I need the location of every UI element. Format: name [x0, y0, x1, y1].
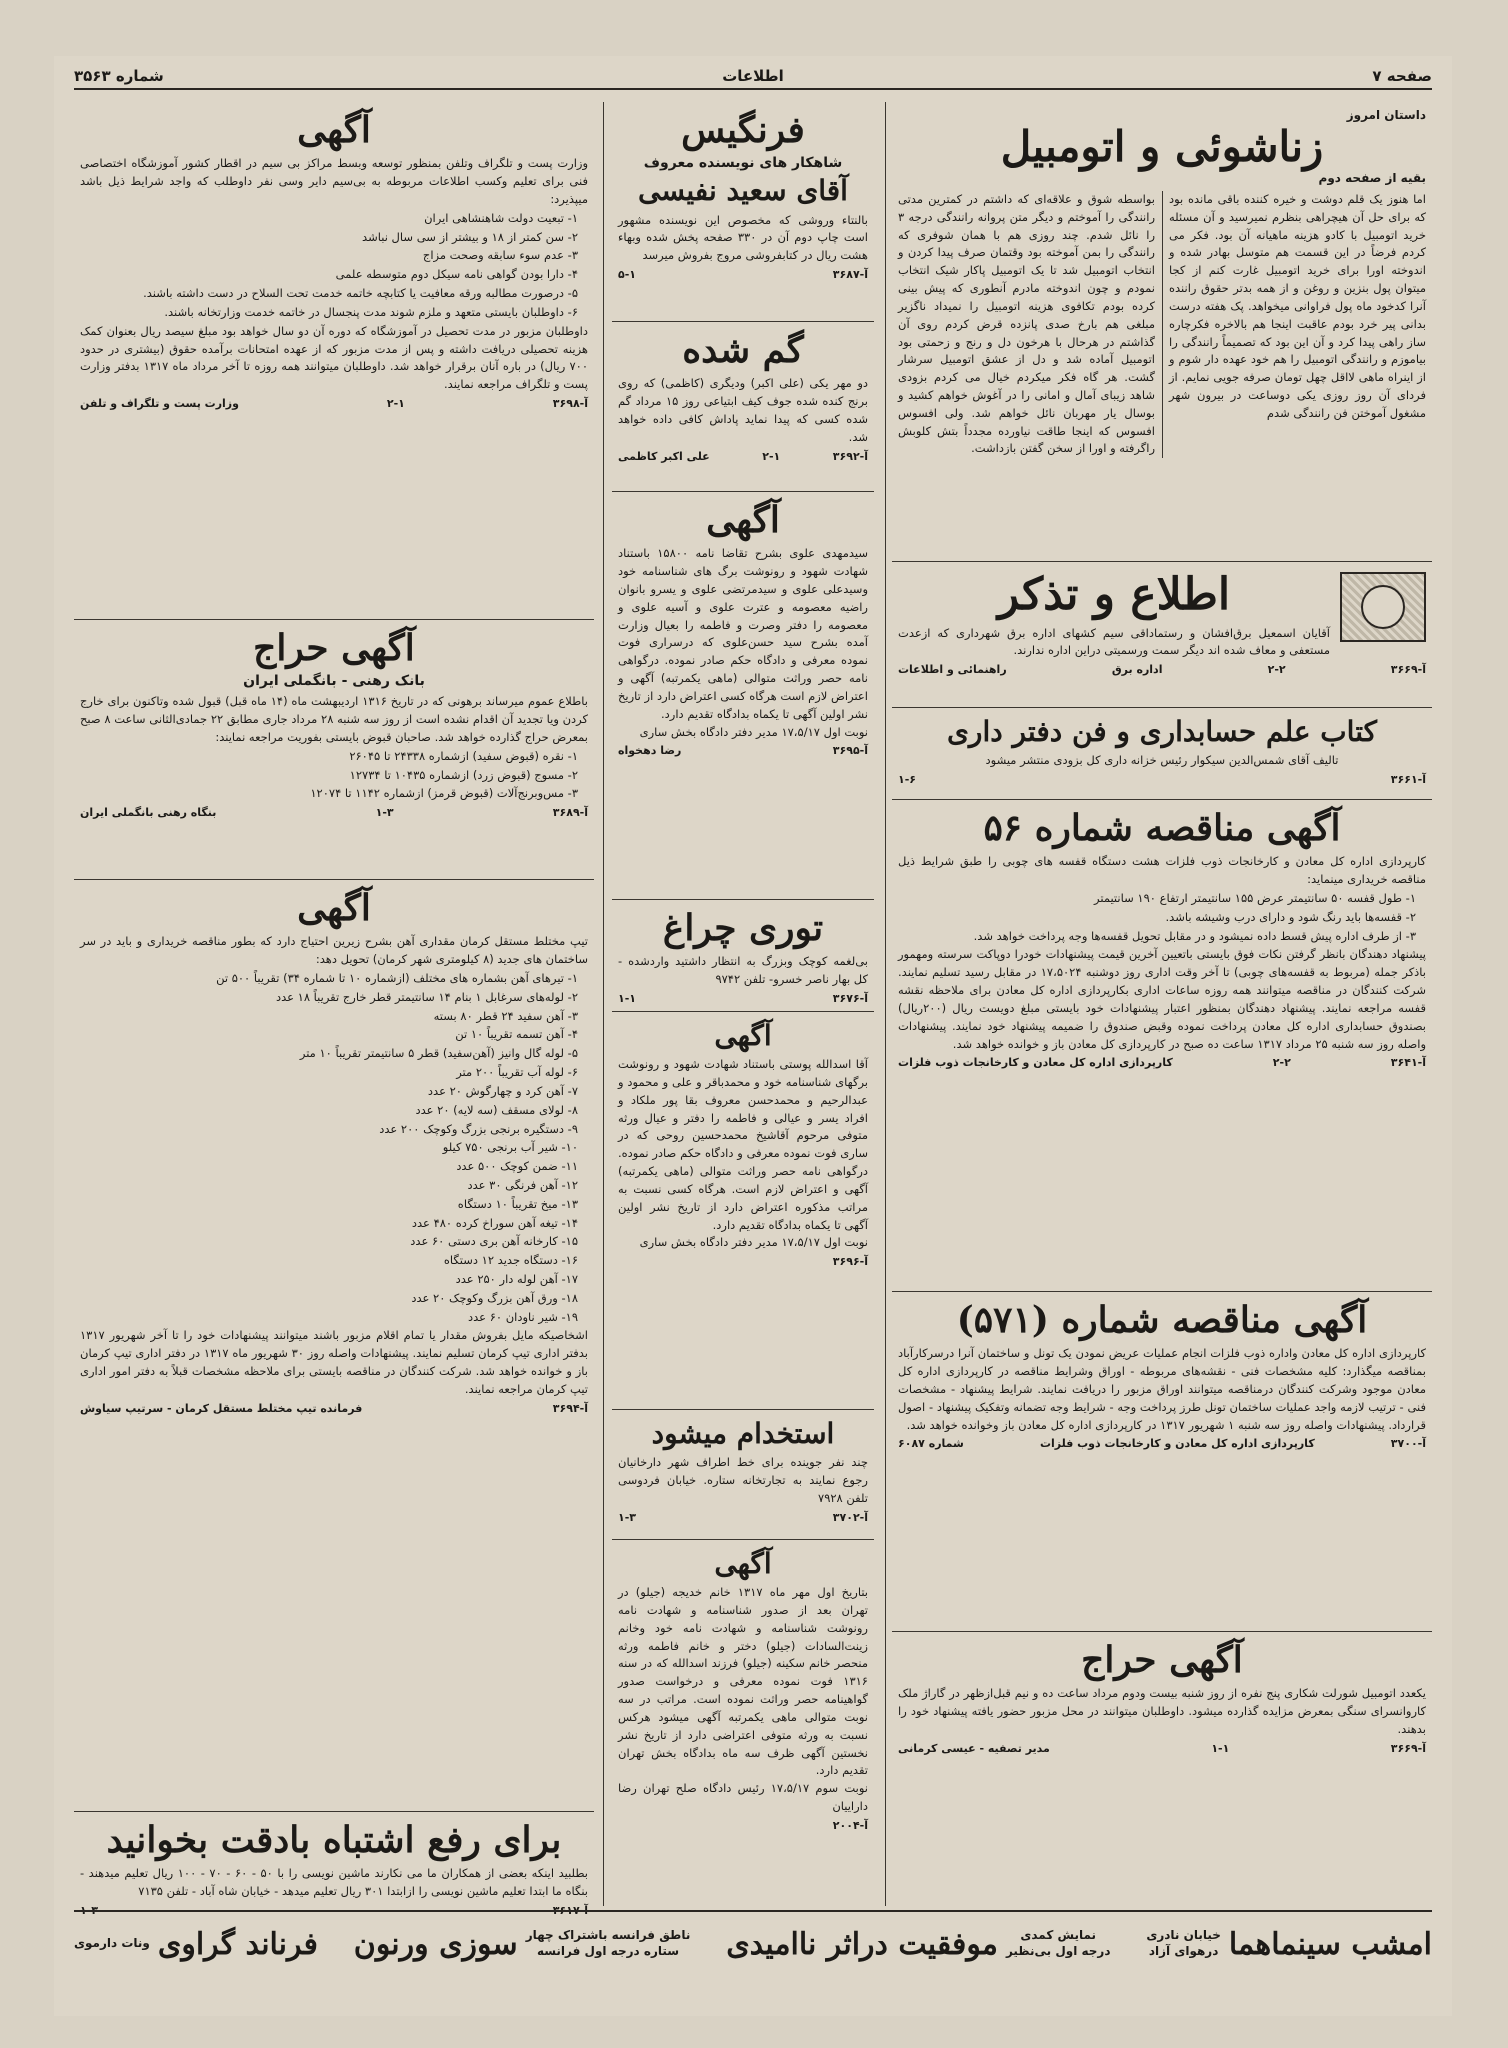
story-continued: بقیه از صفحه دوم — [1318, 171, 1426, 185]
auction2-body: یکعدد اتومبیل شورلت شکاری پنج نفره از روز شنبه بیست ودوم مرداد ساعت ده و نیم قبل‌ازظهر در گاراژ ملک کاروانسرای سنگی بمعرض مزایده گذارده میشود. داوطلبان میتوانند در محل مزبور حضور یافته پیشنهاد خود را بدهند. — [898, 1686, 1426, 1737]
notice-title: آگهی — [714, 1547, 772, 1580]
ad-sign: علی اکبر کاظمی — [618, 449, 710, 463]
ad-sign: مدیر تصفیه - عیسی کرمانی — [898, 1741, 1050, 1755]
tori-title: توری چراغ — [662, 907, 824, 949]
notice-footer-text: نوبت اول ۱۷،۵/۱۷ مدیر دفتر دادگاه بخش ساری — [639, 1235, 868, 1250]
list-item: ۴- دارا بودن گواهی نامه سیکل دوم متوسطه علمی — [335, 267, 578, 282]
list-item: ۱۱- ضمن کوچک ۵۰۰ عدد — [456, 1159, 578, 1174]
list-item: ۱۶- دستگاه جدید ۱۲ دستگاه — [443, 1253, 578, 1268]
post-footer — [80, 397, 588, 410]
list-item: ۱۳- میخ تقریباً ۱۰ دستگاه — [457, 1196, 578, 1211]
list-item: ۱۰- شیر آب برنجی ۷۵۰ کیلو — [442, 1140, 578, 1155]
list-item: ۱۵- کارخانه آهن بری دستی ۶۰ عدد — [410, 1234, 578, 1249]
tender57-body: کارپردازی اداره کل معادن واداره ذوب فلزات انجام عملیات عریض نمودن یک تونل و ساختمان آنرا درسرکارآباد بمناقصه میگذارد: کلیه مشخصات فنی - نقشه‌های مربوطه - اوراق وشرایط مناقصه در کارپردازی اداره کل معادن موجود وشرکت کنندگان درمناقصه میتوانند اوراق مزبور را دریافت نمایند. شرایط پیشنهاد - مشخصات فنی - ترتیب لازمه واجد عملیات ساختمان تونل طرز پرداخت وجه - شرایط وجه تضمانه وتفکیک پیشنهاد - اصول قرارداد. پیشنهادات واصله روز سه شنبه ۱ شهریور ۱۳۱۷ در کارپردازی اداره کل معادن باز وخوانده خواهد شد. — [898, 1346, 1426, 1432]
tender56-intro: کارپردازی اداره کل معادن و کارخانجات ذوب فلزات هشت دستگاه قفسه های چوبی را طبق شرایط ذیل مناقصه خریداری مینماید: — [898, 854, 1426, 887]
banner-small-text — [1006, 1928, 1111, 1959]
newspaper-page — [54, 56, 1452, 2016]
ad-code: آ-۳۶۶۹ — [1390, 1741, 1426, 1755]
cinema-name — [1146, 1927, 1432, 1962]
list-item: ۱۲- آهن فرنگی ۳۰ عدد — [467, 1177, 578, 1192]
notice-body: سیدمهدی علوی بشرح تقاضا نامه ۱۵۸۰۰ باستناد شهادت شهود و رونوشت برگ های شناسنامه خود وسیدعلی علوی و سیدمرتضی علوی و یسرو بانوان راضیه معصومه و عترت علوی و آسیه علوی و معصومه را دفتر وصرت و فاطمه را بعیال وزارت آمده بشرح سید حسن‌علوی که درسراری فوت نموده معرفی و دادگاه حکم صادر نموده. درگواهی نامه حصر وراثت متوالی (ماهی یکمرتبه) آگهی و اعتراض لازم است هرگاه کسی اعتراض دارد از تاریخ نشر اولین آگهی تا یکماه بدادگاه تقدیم دارد. — [618, 546, 868, 721]
notice-mid1 — [612, 492, 874, 900]
farangis-author: آقای سعید نفیسی — [638, 174, 848, 208]
banner-small-text — [526, 1928, 691, 1959]
list-item: ۷- آهن کرد و چهارگوش ۲۰ عدد — [427, 1083, 578, 1098]
ad-num: ۱-۱ — [618, 992, 636, 1006]
ad-code: آ-۳۶۷۶ — [832, 992, 868, 1006]
ad-code: آ-۳۷۰۲ — [832, 1510, 868, 1524]
auction1-title: آگهی حراج — [253, 627, 415, 669]
book-text: تالیف آقای شمس‌الدین سیکوار رئیس خزانه داری کل بزودی منتشر میشود — [985, 753, 1339, 768]
middle-column — [612, 102, 874, 1906]
notice-footer — [618, 744, 868, 757]
story-kicker: داستان امروز — [1346, 108, 1426, 122]
ad-num: ۱-۱ — [1211, 1741, 1230, 1755]
tender56-text: پیشنهاد دهندگان بانظر گرفتن نکات فوق بایستی باتعیین آخرین قیمت پیشنهادات خودرا دوپاکت سرسته ومهمور باذکر جمله (مربوط به قفسه‌های چوبی) تا آخر وقت اداری روز دوشنبه ۱۷،۵۰۲۴ در مقابل رسید تسلیم نمایند. شرکت کنندگان در مناقصه میتوانند همه روزه ساعات اداری بکارپردازی اداره کل معادن برای ملاحظه نقشه قفسه مراجعه نمایند. پیشنهاد دهندگان بمنظور اعتبار پیشنهادات خود بایستی مبلغ دویست ریال (۲۰۰ریال) بصندوق حسابداری اداره کل معادن پرداخت نموده وقبض صندوق را ضمیمه پیشنهاد خود نمایند. پیشنهادات واصله روز سه شنبه ۲۵ مرداد ۱۳۱۷ ساعت ده صبح در کارپردازی کل معادن باز و خوانده خواهد شد. — [898, 947, 1426, 1051]
story-col2: بواسطه شوق و علاقه‌ای که داشتم در کمترین مدتی رانندگی را آموختم و دیگر متن پروانه رانندگی درجه ۳ را نائل شدم. چند روزی هم با همان شوفری که رانندگی را بمن آموخته بود وقتمان صرف پیدا کردن و انتخاب اتومبیل شد تا یک اتومبیل پاکار شیک انتخاب نمودم و چون اندوخته مادرم آنطوری که پیش بینی کرده بودم تکافوی هزینه اتومبیل را نمیداد ناگزیر مبلغی هم بارخ صدی پانزده قرض کردم روی آن گذاشتم در هرحال با هرخون دل و رنج و زحمتی بود اتومبیل آماده شد و دل از عشق اتومبیل سرشار گشت. هر گاه فکر میکردم خیال می کردم بزودی شاهد زیبای آمال و امانی را در آغوش خواهم کشید و بوسال یار مهربان نائل خواهم شد. ولی افسوس افسوس که اینجا طاقت نیاورده مجدداً بتش کلوبش راگرفته و اورا از سخن گفتن بازداشت. — [898, 192, 1155, 456]
info-title: اطلاع و تذکر — [997, 569, 1231, 620]
tori-body: بی‌لغمه کوچک وبزرگ به انتظار داشتید واردشده - کل بهار ناصر خسرو- تلفن ۹۷۴۲ — [618, 954, 868, 987]
list-item: ۵- لوله گال وانیز (آهن‌سفید) قطر ۵ سانتیمتر تقریباً ۱۰ متر — [299, 1046, 578, 1061]
ad-num: ۲-۱ — [762, 449, 781, 463]
cinema-banner — [74, 1910, 1432, 1976]
farangis-sub: شاهکار های نویسنده معروف — [643, 155, 843, 172]
banner-line: ستاره درجه اول فرانسه — [536, 1944, 680, 1958]
page-number: صفحه ۷ — [1372, 67, 1432, 85]
kerman-body — [80, 933, 588, 1398]
list-item: ۱۴- تیغه آهن سوراخ کرده ۴۸۰ عدد — [411, 1215, 578, 1230]
ad-num: ۱-۳ — [80, 1904, 98, 1918]
banner-big-text: فرناند گراوی — [157, 1926, 318, 1962]
auction1-text: باطلاع عموم میرساند برهونی که در تاریخ ۱۳۱۶ اردیبهشت ماه (۱۴ ماه قبل) قبول شده وتاکنون برای خارج کردن ویا تجدید آن اقدام نشده است از روز سه شنبه ۲۸ مرداد جاری مطابق ۲۲ جمادی‌الثانی ساعت ۸ صبح بمعرض حراج گذارده خواهد شد. صاحبان قبوض بایستی بفوریت مراجعه نمایند: — [80, 694, 588, 745]
auction2-ad — [892, 1632, 1432, 1763]
kerman-text: اشخاصیکه مایل بفروش مقدار یا تمام اقلام مزبور باشند میتوانند پیشنهادات خود را تا آخر شهریور ۱۳۱۷ بدفتر اداری تیپ کرمان تسلیم نمایند. پیشنهادات واصله روز ۳۰ شهریور ماه ۱۳۱۷ در دفتر اداری تیپ کرمان باز و خوانده خواهد شد. شرکت کنندگان در مناقصه بایستی برای ملاحظه مشخصات قبلاً به دفتر امور اداری تیپ کرمان مراجعه نمایند. — [80, 1328, 588, 1396]
notice-mid3 — [612, 1540, 874, 1840]
ad-code: آ-۲۰۰۴ — [832, 1818, 868, 1832]
ad-sign: بنگاه رهنی بانگملی ایران — [80, 806, 217, 820]
list-item: ۲- مسوج (قبوض زرد) ازشماره ۱۰۴۳۵ تا ۱۲۷۳۴ — [349, 767, 578, 782]
lost-footer — [618, 450, 868, 463]
ad-code: آ-۳۶۶۱ — [1390, 773, 1426, 786]
tori-footer — [618, 992, 868, 1005]
list-item: ۱- طول قفسه ۵۰ سانتیمتر عرض ۱۵۵ سانتیمتر ارتفاع ۱۹۰ سانتیمتر — [1094, 891, 1416, 906]
banner-big-text: سوزی ورنون — [353, 1926, 518, 1962]
auction1-footer — [80, 806, 588, 819]
post-title: آگهی — [297, 109, 371, 151]
story-title: زناشوئی و اتومبیل — [1000, 122, 1324, 171]
banner-small-text — [1146, 1928, 1221, 1959]
list-item: ۶- لوله آب تقریباً ۲۰۰ متر — [456, 1065, 578, 1080]
column-rule — [885, 102, 886, 1906]
emblem-icon — [1340, 572, 1426, 642]
auction1-sub: بانک رهنی - بانگملی ایران — [243, 673, 425, 690]
notice-title: آگهی — [714, 1019, 772, 1052]
list-item: ۶- داوطلبان بایستی متعهد و ملزم شوند مدت پنجسال در خاتمه خدمت وزارتخانه باشند. — [164, 304, 578, 319]
notice-footer — [618, 1819, 868, 1832]
banner-small-text: ونات دارموی — [74, 1936, 150, 1951]
lost-title: گم شده — [682, 329, 804, 371]
farangis-ad — [612, 102, 874, 322]
ad-code: آ-۳۷۰۰ — [1390, 1437, 1426, 1451]
film-costar — [74, 1927, 318, 1962]
ad-num: شماره ۶۰۸۷ — [898, 1437, 964, 1451]
story-col1: اما هنوز یک قلم دوشت و خیره کننده باقی مانده بود که برای حل آن هیچراهی بنظرم نمیرسید و آن مسئله خرید اتومبیل با کادو هزینه ماهیانه آن بود. فکر می کردم فرضاً در این قسمت هم متوسل بهادر شده و اندوخته اورا برای خرید اتومبیل غارت کنم از کجا میتوان پول بنزین و روغن و از همه بدتر حقوق راننده آنرا کدخود ماه پول فراوانی میخواهد. پک هفته درست بدانی پیر خرد بودم عاقبت اینجا هم بالاخره فکرچاره ساز راهی پیدا کرد و آن این بود که تصمیماً رانندگی را بیاموزم و رانندگی اتومبیل را هم خود عهده دار شوم و از اینراه ماهی لااقل چهل تومان صرفه جویی نمایم. از فردای آن روز روزی یکی دوساعت در بیرون شهر مشغول آموختن فن رانندگی شدم — [1169, 192, 1426, 420]
ad-sign: کارپردازی اداره کل معادن و کارخانجات ذوب فلزات — [1039, 1437, 1315, 1451]
notice-body: بتاریخ اول مهر ماه ۱۳۱۷ خانم خدیجه (جیلو) در تهران بعد از صدور شناسنامه و شهادت نامه رونوشت شناسنامه و شهادت نامه خود وخانم زینت‌السادات (جیلو) دختر و خانم فاطمه ورثه منحصر خانم سکینه (جیلو) فرزند اسدالله که در سنه ۱۳۱۶ فوت نموده معرفی و درخواست صدور گواهینامه حصر وراثت نموده است. مراتب در سه نوبت متوالی ماهی یکمرتبه آگهی میشود هرکس نسبت به ورثه متوفی اعتراضی دارد از تاریخ نشر نخستین آگهی ظرف سه ماه بدادگاه بخش تهران تقدیم دارد. — [618, 1585, 869, 1778]
lost-ad — [612, 322, 874, 492]
ad-code: آ-۳۶۸۷ — [832, 268, 868, 282]
mistake-body: بطلبید اینکه بعضی از همکاران ما می نکارند ماشین نویسی را با ۵۰ - ۶۰ - ۷۰ - ۱۰۰ ریال تعلیم میدهند - بنگاه ما ابتدا تعلیم ماشین نویسی را ازابتدا ۳۰۱ ریال تعلیم میدهد - خیابان شاه آباد - تلفن ۷۱۳۵ — [80, 1866, 588, 1899]
banner-line: نمایش کمدی — [1020, 1928, 1097, 1943]
ad-code: آ-۳۶۸۹ — [552, 806, 588, 820]
tender56-ad — [892, 800, 1432, 1292]
issue-number: شماره ۳۵۶۳ — [74, 67, 164, 85]
tender56-body — [898, 853, 1426, 1053]
banner-line: درجه اول بی‌نظیر — [1005, 1944, 1111, 1958]
ad-code: آ-۳۶۹۶ — [832, 1255, 868, 1269]
list-item: ۸- لولای مسقف (سه لایه) ۲۰ عدد — [415, 1102, 578, 1117]
right-column — [892, 102, 1432, 1906]
ad-code: آ-۳۶۹۵ — [832, 744, 868, 758]
notice-title: آگهی — [706, 499, 780, 541]
column-rule — [603, 102, 604, 1906]
ad-num: ۱-۳ — [375, 806, 394, 820]
book-title: کتاب علم حسابداری و فن دفتر داری — [947, 715, 1377, 748]
notice-footer — [618, 1255, 868, 1268]
banner-line: درهوای آزاد — [1148, 1944, 1219, 1958]
hire-body: چند نفر جوینده برای خط اطراف شهر دارخانیان رجوع نمایند به تجارتخانه ستاره. خیابان فردوسی تلفن ۷۹۲۸ — [618, 1455, 868, 1505]
list-item: ۲- قفسه‌ها باید رنگ شود و دارای درب وشیشه باشد. — [1165, 909, 1416, 924]
kerman-footer — [80, 1402, 588, 1415]
story-body — [898, 191, 1426, 458]
auction1-ad — [74, 620, 594, 880]
lost-body: دو مهر یکی (علی اکبر) ودیگری (کاظمی) که روی برنج کنده شده جوف کیف ابتیاعی روز ۱۵ مرداد گم شده کسی که پیدا نماید پاداش کافی داده خواهد شد. — [618, 376, 868, 444]
banner-line: ناطق فرانسه باشتراک چهار — [525, 1928, 691, 1943]
tender57-footer — [898, 1437, 1426, 1450]
ad-pub: راهنمائی و اطلاعات — [898, 663, 1007, 677]
ad-sign: کارپردازی اداره کل معادن و کارخانجات ذوب فلزات — [898, 1056, 1173, 1070]
mistake-title: برای رفع اشتباه بادقت بخوانید — [106, 1819, 562, 1861]
ad-code: آ-۳۶۴۱ — [1390, 1056, 1426, 1070]
ad-sign: وزارت پست و تلگراف و تلفن — [80, 396, 239, 410]
list-item: ۲- سن کمتر از ۱۸ و بیشتر از سی سال نباشد — [362, 229, 578, 244]
hire-footer — [618, 1511, 868, 1524]
list-item: ۴- آهن تسمه تقریباً ۱۰ تن — [455, 1027, 578, 1042]
post-text: داوطلبان مزبور در مدت تحصیل در آموزشگاه که دوره آن دو سال خواهد بود مبلغ سیصد ریال بعنوان کمک هزینه تحصیلی دریافت داشته و پس از مدت مزبور که از عهده امتحانات برآمده حقوق (بیشتری در حدود ۷۰۰ ریال) در باره آنان برقرار خواهد شد. داوطلبان میتوانند همه روزه تا آخر مرداد ماه ۱۳۱۷ بدفتر وزارت پست و تلگراف مراجعه نمایند. — [80, 323, 589, 392]
post-body — [80, 155, 588, 394]
film-title — [726, 1927, 1110, 1962]
ad-num: ۱-۶ — [898, 773, 916, 786]
list-item: ۵- درصورت مطالبه ورقه معافیت یا کتابچه خاتمه خدمت تحت السلاح در دست داشته باشند. — [143, 286, 578, 301]
ad-code: آ-۳۶۶۹ — [1390, 663, 1426, 677]
ad-num: ۲-۲ — [1272, 1056, 1291, 1070]
tender57-ad — [892, 1292, 1432, 1632]
tender57-title: آگهی مناقصه شماره (۵۷۱) — [956, 1299, 1368, 1341]
ad-code: آ-۳۶۹۴ — [552, 1401, 588, 1415]
list-item: ۲- لوله‌های سرغابل ۱ بنام ۱۴ سانتیمتر قطر خارج تقریباً ۱۸ عدد — [275, 989, 578, 1004]
tender56-footer — [898, 1056, 1426, 1069]
list-item: ۱۹- شیر ناودان ۶۰ عدد — [468, 1309, 578, 1324]
left-column — [74, 102, 594, 1918]
kerman-title: آگهی — [297, 887, 371, 929]
paper-name: اطلاعات — [722, 67, 784, 85]
info-notice — [892, 562, 1432, 708]
tori-ad — [612, 900, 874, 1012]
notice-footer-text: نوبت اول ۱۷،۵/۱۷ مدیر دفتر دادگاه بخش ساری — [639, 724, 868, 739]
story-section — [892, 102, 1432, 562]
list-item: ۳- مس‌وبرنج‌آلات (قبوض قرمز) ازشماره ۱۱۴۲ تا ۱۲۰۷۴ — [310, 786, 578, 801]
ad-num: ۱-۳ — [618, 1510, 636, 1524]
notice-footer-text: نوبت سوم ۱۷،۵/۱۷ رئیس دادگاه صلح تهران رضا داراییان — [618, 1781, 868, 1813]
notice-mid2 — [612, 1012, 874, 1410]
notice-body: آقا اسدالله پوستی باستناد شهادت شهود و رونوشت برگهای شناسنامه خود و محمدباقر و علی و محمود و عبدالرحیم و محمدحسن معروف بقا پور ملکاد و افراد یسر و عیالی و فاطمه را دفتر و عیال ورثه متوفی مرحوم آقاشیخ محمدحسین روحی که در ساری فوت نموده معرفی و دادگاه حکم صادر نموده. درگواهی نامه حصر وراثت متوالی (ماهی یکمرتبه) آگهی و اعتراض لازم است. هرگاه کسی نسبت به مراتب مذکوره اعتراض دارد از تاریخ نشر اولین آگهی تا یکماه بدادگاه تقدیم دارد. — [618, 1057, 868, 1232]
list-item: ۳- از طرف اداره پیش قسط داده نمیشود و در مقابل تحویل قفسه‌ها وجه پرداخت خواهد شد. — [973, 928, 1416, 943]
ad-num: ۵-۱ — [618, 268, 636, 282]
mistake-ad — [74, 1812, 594, 1925]
ad-code: آ-۳۶۹۲ — [832, 449, 868, 463]
auction1-body — [80, 693, 588, 803]
auction2-title: آگهی حراج — [1081, 1639, 1243, 1681]
farangis-title: فرنگیس — [681, 109, 805, 151]
ad-sign: اداره برق — [1111, 663, 1163, 677]
banner-big-text: موفقیت دراثر ناامیدی — [726, 1926, 998, 1962]
list-item: ۱- تیرهای آهن بشماره های مختلف (ازشماره ۱۰ تا شماره ۳۴) تقریباً ۵۰۰ تن — [216, 971, 578, 986]
farangis-body: بالنتاء وروشی که مخصوص این نویسنده مشهور است چاپ دوم آن در ۳۳۰ صفحه پخش شده وبهاء هشت ریال در کتابفروشی مروج بفروش میرسد — [618, 212, 869, 263]
masthead — [74, 64, 1432, 90]
list-item: ۱۸- ورق آهن بزرگ وکوچک ۲۰ عدد — [411, 1290, 578, 1305]
list-item: ۱- نقره (قبوض سفید) ازشماره ۲۴۳۳۸ تا ۲۶۰۴۵ — [349, 748, 578, 763]
list-item: ۳- عدم سوء سابقه وصحت مزاج — [422, 248, 578, 263]
info-text: آقایان اسمعیل برق‌افشان و رستماداقی سیم کشهای اداره برق شهرداری که ازعدت مستعفی و معاف شده اند دیگر سمت ورسمیتی دراین اداره ندارند. — [898, 625, 1330, 658]
ad-code: آ-۳۶۹۸ — [552, 396, 588, 410]
post-intro: وزارت پست و تلگراف وتلفن بمنظور توسعه وبسط مراکز بی سیم در اقطار کشور آموزشگاه اختصاصی فنی برای تعلیم وکسب اطلاعات مربوطه به بی‌سیم دایر وسی نفر داوطلب که واجد شرایط ذیل باشد میپذیرد: — [80, 156, 588, 207]
ad-num: ۲-۲ — [1267, 663, 1286, 677]
list-item: ۱- تبعیت دولت شاهنشاهی ایران — [424, 210, 578, 225]
hire-ad — [612, 1410, 874, 1540]
film-star — [354, 1927, 691, 1962]
tender56-title: آگهی مناقصه شماره ۵۶ — [983, 807, 1341, 849]
post-notice — [74, 102, 594, 620]
book-footer — [898, 773, 1426, 786]
kerman-notice — [74, 880, 594, 1812]
ad-sign: رضا دهخواه — [618, 744, 682, 758]
list-item: ۱۷- آهن لوله دار ۲۵۰ عدد — [455, 1272, 578, 1287]
book-ad — [892, 708, 1432, 800]
list-item: ۳- آهن سفید ۲۴ قطر ۸۰ بسته — [433, 1008, 578, 1023]
info-footer — [898, 663, 1426, 676]
hire-title: استخدام میشود — [651, 1417, 835, 1450]
banner-big-text: امشب سینماهما — [1228, 1926, 1432, 1962]
banner-line: خیابان نادری — [1146, 1928, 1221, 1943]
auction2-footer — [898, 1742, 1426, 1755]
kerman-intro: تیپ مختلط مستقل کرمان مقداری آهن بشرح زیرین احتیاج دارد که بطور مناقصه خریداری و باید در سر ساختمان های جدید (۸ کیلومتری شهر کرمان) تحویل دهد: — [80, 934, 588, 967]
farangis-footer — [618, 268, 868, 281]
ad-sign: فرمانده تیپ مختلط مستقل کرمان - سرتیپ سیاوش — [80, 1401, 363, 1415]
ad-num: ۲-۱ — [386, 396, 405, 410]
list-item: ۹- دستگیره برنجی بزرگ وکوچک ۲۰۰ عدد — [379, 1121, 578, 1136]
ad-code: آ-۳۶۱۷ — [552, 1904, 588, 1918]
